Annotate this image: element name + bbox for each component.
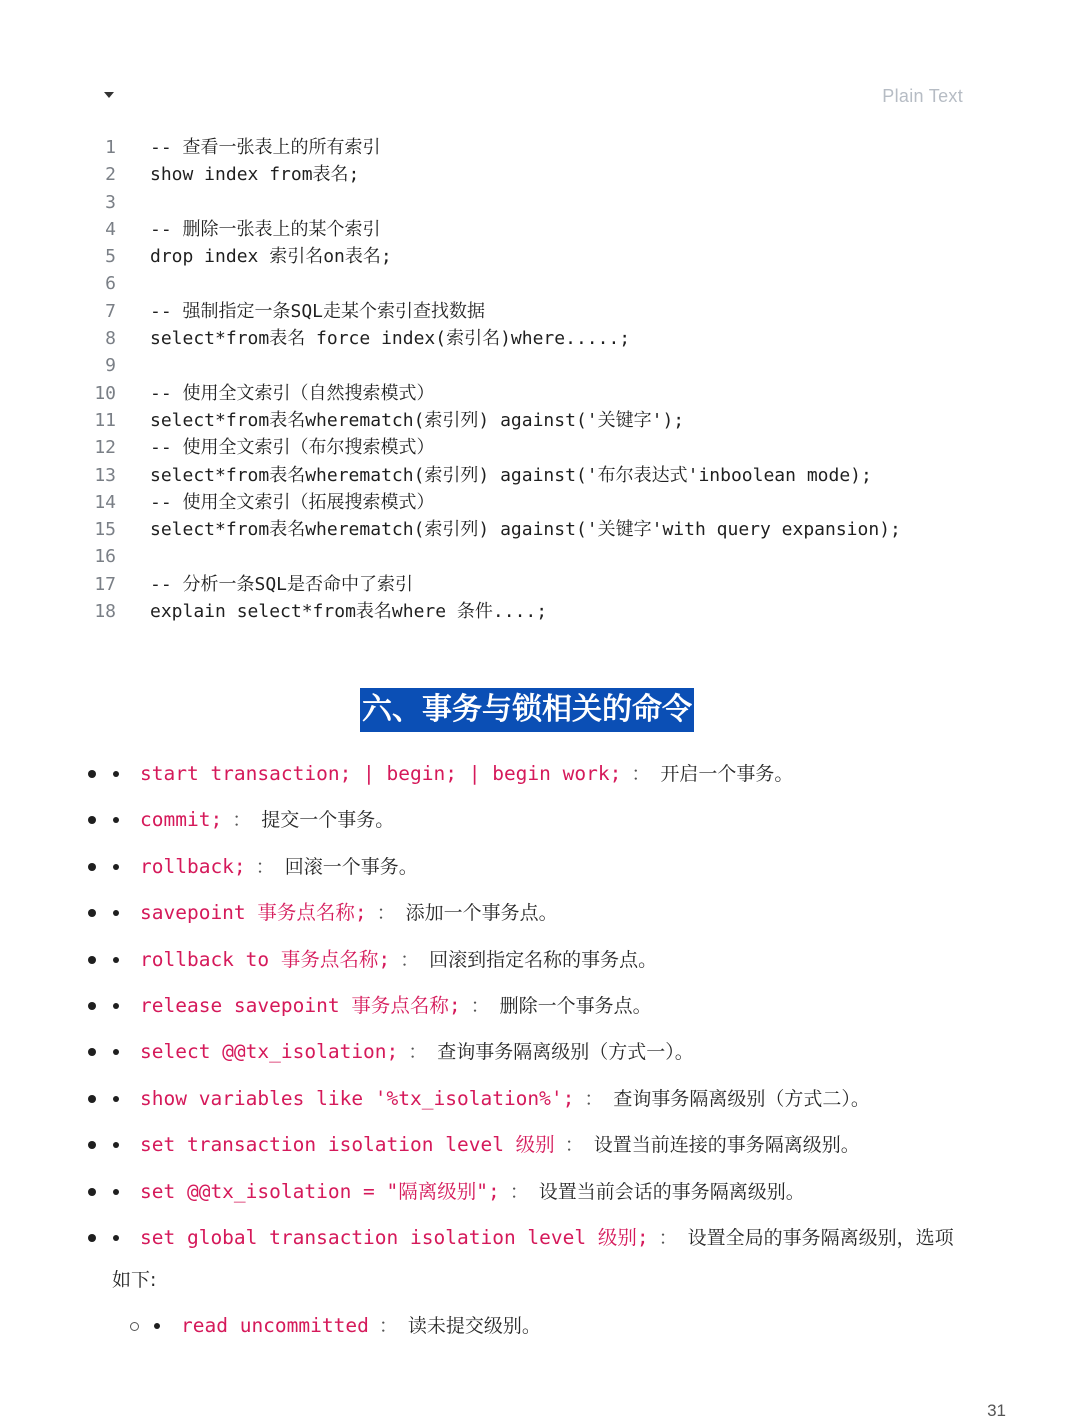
bullet-icon [113, 1142, 119, 1148]
code-language-label[interactable]: Plain Text [882, 86, 963, 106]
bullet-icon [154, 1323, 160, 1329]
separator: ： [408, 1041, 428, 1064]
list-item-text [140, 1224, 954, 1252]
list-item-text [140, 1131, 860, 1159]
separator: ： [509, 1180, 529, 1203]
bullet-icon [113, 1049, 119, 1055]
bullet-icon [88, 863, 96, 871]
code-line [0, 270, 1080, 297]
collapse-toggle-icon[interactable] [104, 92, 114, 98]
code-text: -- 强制指定一条SQL走某个索引查找数据 [150, 300, 486, 322]
separator: ： [232, 809, 252, 832]
code-line [0, 407, 1080, 434]
line-number: 11 [94, 409, 116, 431]
bullet-icon [88, 909, 96, 917]
command-description: 设置全局的事务隔离级别，选项 [687, 1226, 954, 1249]
code-line [0, 598, 1080, 625]
code-text: -- 使用全文索引（拓展搜索模式） [150, 491, 435, 513]
separator: ： [255, 855, 275, 878]
line-number: 2 [105, 164, 116, 186]
line-number: 12 [94, 437, 116, 459]
line-number: 17 [94, 573, 116, 595]
bullet-icon [113, 817, 119, 823]
command-description: 回滚一个事务。 [284, 855, 418, 878]
list-item-text [140, 1178, 805, 1206]
line-number: 3 [105, 191, 116, 213]
line-number: 9 [105, 355, 116, 377]
command-code: set global transaction isolation level 级别; [140, 1225, 649, 1249]
code-text: select*from表名wherematch(索引列) against('布尔表达式'inboolean mode); [150, 464, 872, 486]
code-block [0, 134, 1080, 625]
bullet-icon [88, 816, 96, 824]
list-item-text [140, 1085, 870, 1113]
separator: ： [470, 994, 490, 1017]
list-item-text [140, 760, 793, 788]
command-code: start transaction; | begin; | begin work; [140, 762, 622, 785]
command-code: commit; [140, 808, 223, 832]
list-item [0, 988, 1080, 1034]
code-text: drop index 索引名on表名; [150, 246, 392, 268]
separator: ： [564, 1134, 584, 1157]
command-list [0, 756, 1080, 1266]
command-code: select @@tx_isolation; [140, 1040, 399, 1064]
bullet-icon [88, 1048, 96, 1056]
list-item [0, 1220, 1080, 1266]
separator: ： [378, 1315, 398, 1337]
command-description: 添加一个事务点。 [405, 902, 558, 925]
code-line [0, 216, 1080, 243]
line-number: 13 [94, 464, 116, 486]
section-title: 六、事务与锁相关的命令 [360, 688, 694, 732]
code-text: -- 使用全文索引（自然搜索模式） [150, 382, 435, 404]
command-description: 查询事务隔离级别（方式一）。 [437, 1041, 694, 1064]
bullet-icon [113, 910, 119, 916]
code-line [0, 380, 1080, 407]
list-item [0, 895, 1080, 941]
code-text: show index from表名; [150, 164, 360, 186]
code-line [0, 298, 1080, 325]
code-line [0, 325, 1080, 352]
command-description: 删除一个事务点。 [499, 994, 652, 1017]
command-description: 设置当前连接的事务隔离级别。 [593, 1134, 860, 1157]
command-description: 设置当前会话的事务隔离级别。 [538, 1180, 805, 1203]
line-number: 16 [94, 546, 116, 568]
bullet-icon [113, 1235, 119, 1241]
line-number: 7 [105, 300, 116, 322]
line-number: 18 [94, 601, 116, 623]
sub-list-item [0, 1312, 1080, 1358]
line-number: 14 [94, 491, 116, 513]
wrapped-text: 如下: [112, 1269, 157, 1291]
command-code: savepoint 事务点名称; [140, 901, 367, 925]
line-number: 5 [105, 246, 116, 268]
bullet-icon [88, 1141, 96, 1149]
command-code: read uncommitted [181, 1314, 369, 1337]
list-item-text [140, 946, 657, 974]
list-item [0, 1034, 1080, 1080]
code-line [0, 434, 1080, 461]
code-text: -- 删除一张表上的某个索引 [150, 218, 381, 240]
code-line [0, 462, 1080, 489]
list-item-text [181, 1312, 541, 1340]
separator: ： [631, 763, 651, 785]
page-number: 31 [987, 1401, 1006, 1420]
bullet-icon [88, 1002, 96, 1010]
command-code: set transaction isolation level 级别 [140, 1133, 555, 1157]
code-line [0, 161, 1080, 188]
command-description: 提交一个事务。 [261, 809, 395, 832]
bullet-icon [88, 956, 96, 964]
code-text: -- 使用全文索引（布尔搜索模式） [150, 437, 435, 459]
bullet-icon [88, 1188, 96, 1196]
code-text: -- 查看一张表上的所有索引 [150, 137, 381, 158]
code-line [0, 243, 1080, 270]
code-text: -- 分析一条SQL是否命中了索引 [150, 573, 414, 595]
list-item [0, 942, 1080, 988]
list-item-text [140, 853, 418, 881]
bullet-icon [88, 1095, 96, 1103]
line-number: 1 [105, 137, 116, 158]
code-line [0, 571, 1080, 598]
command-description: 回滚到指定名称的事务点。 [429, 948, 658, 971]
line-number: 15 [94, 519, 116, 541]
code-line [0, 189, 1080, 216]
bullet-icon [113, 1003, 119, 1009]
list-item-text [140, 899, 558, 927]
code-line [0, 516, 1080, 543]
list-item [0, 849, 1080, 895]
list-item-text [140, 992, 652, 1020]
bullet-icon [113, 864, 119, 870]
line-number: 6 [105, 273, 116, 295]
separator: ： [376, 902, 396, 925]
bullet-icon [88, 1234, 96, 1242]
code-text: explain select*from表名where 条件....; [150, 601, 548, 623]
list-item-text [140, 1038, 694, 1066]
list-item [0, 756, 1080, 802]
bullet-icon [88, 770, 96, 778]
bullet-icon [113, 1189, 119, 1195]
list-item [0, 1127, 1080, 1173]
command-description: 开启一个事务。 [660, 763, 794, 785]
code-text: select*from表名wherematch(索引列) against('关键字'with query expansion); [150, 519, 901, 541]
hollow-bullet-icon [130, 1322, 139, 1331]
list-item-text [140, 806, 394, 834]
code-line [0, 352, 1080, 379]
line-number: 10 [94, 382, 116, 404]
command-code: rollback to 事务点名称; [140, 947, 391, 971]
bullet-icon [113, 771, 119, 777]
code-line [0, 543, 1080, 570]
command-description: 查询事务隔离级别（方式二）。 [613, 1087, 870, 1110]
line-number: 4 [105, 218, 116, 240]
command-code: rollback; [140, 854, 246, 878]
list-item [0, 1081, 1080, 1127]
line-number: 8 [105, 328, 116, 350]
separator: ： [658, 1226, 678, 1249]
separator: ： [584, 1087, 604, 1110]
command-code: release savepoint 事务点名称; [140, 993, 461, 1017]
code-text: select*from表名 force index(索引名)where.....; [150, 328, 631, 350]
list-item [0, 802, 1080, 848]
code-text: select*from表名wherematch(索引列) against('关键字'); [150, 409, 685, 431]
command-code: show variables like '%tx_isolation%'; [140, 1086, 575, 1110]
code-line [0, 134, 1080, 161]
separator: ： [400, 948, 420, 971]
list-item [0, 1174, 1080, 1220]
bullet-icon [113, 1096, 119, 1102]
bullet-icon [113, 957, 119, 963]
code-line [0, 489, 1080, 516]
command-description: 读未提交级别。 [407, 1315, 541, 1337]
command-code: set @@tx_isolation = "隔离级别"; [140, 1179, 500, 1203]
